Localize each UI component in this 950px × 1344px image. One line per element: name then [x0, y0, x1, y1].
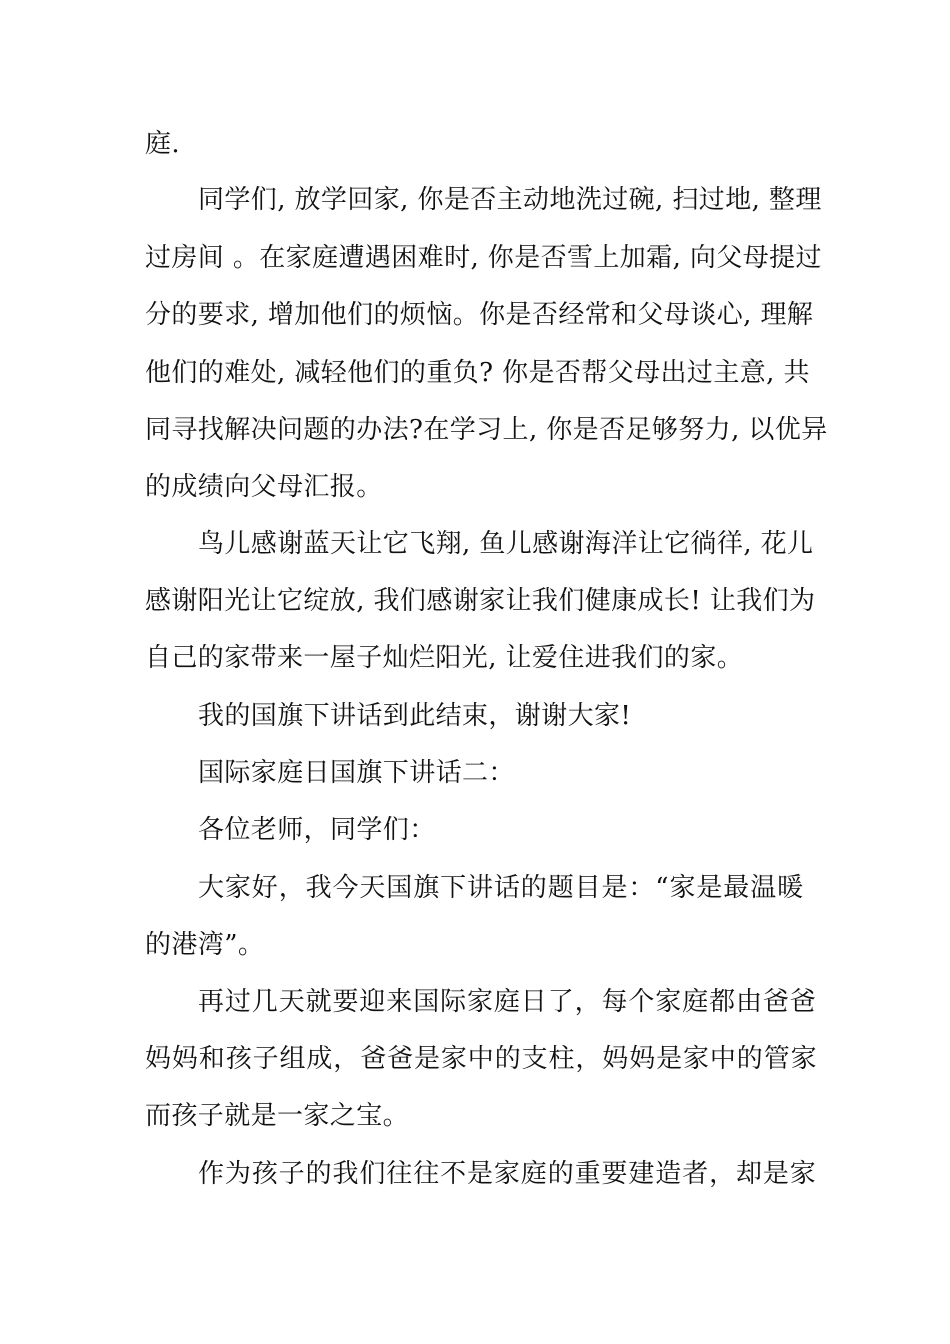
text-line: 庭.: [145, 129, 181, 159]
text-line: 妈妈和孩子组成，爸爸是家中的支柱，妈妈是家中的管家: [145, 1044, 818, 1074]
text-line: 自己的家带来一屋子灿烂阳光, 让爱住进我们的家。: [145, 643, 744, 673]
text-line: 我的国旗下讲话到此结束，谢谢大家!: [198, 701, 632, 731]
text-line: 作为孩子的我们往往不是家庭的重要建造者，却是家: [198, 1159, 817, 1189]
text-line: 的成绩向父母汇报。: [145, 472, 383, 502]
text-line: 同寻找解决问题的办法?在学习上, 你是否足够努力, 以优异: [145, 415, 828, 445]
text-line: 而孩子就是一家之宝。: [145, 1101, 410, 1131]
text-line: 感谢阳光让它绽放, 我们感谢家让我们健康成长! 让我们为: [145, 586, 816, 616]
text-line: 大家好，我今天国旗下讲话的题目是：“家是最温暖: [198, 873, 804, 903]
text-line: 的港湾”。: [145, 930, 265, 960]
text-line: 过房间 。在家庭遭遇困难时, 你是否雪上加霜, 向父母提过: [145, 243, 822, 273]
text-line: 再过几天就要迎来国际家庭日了，每个家庭都由爸爸: [198, 987, 817, 1017]
text-line: 他们的难处, 减轻他们的重负? 你是否帮父母出过主意, 共: [145, 358, 810, 388]
section-heading: 国际家庭日国旗下讲话二：: [198, 758, 515, 788]
text-line: 分的要求, 增加他们的烦恼。你是否经常和父母谈心, 理解: [145, 300, 814, 330]
salutation: 各位老师，同学们：: [198, 815, 436, 845]
text-line: 同学们, 放学回家, 你是否主动地洗过碗, 扫过地, 整理: [198, 185, 822, 215]
text-line: 鸟儿感谢蓝天让它飞翔, 鱼儿感谢海洋让它徜徉, 花儿: [198, 529, 814, 559]
